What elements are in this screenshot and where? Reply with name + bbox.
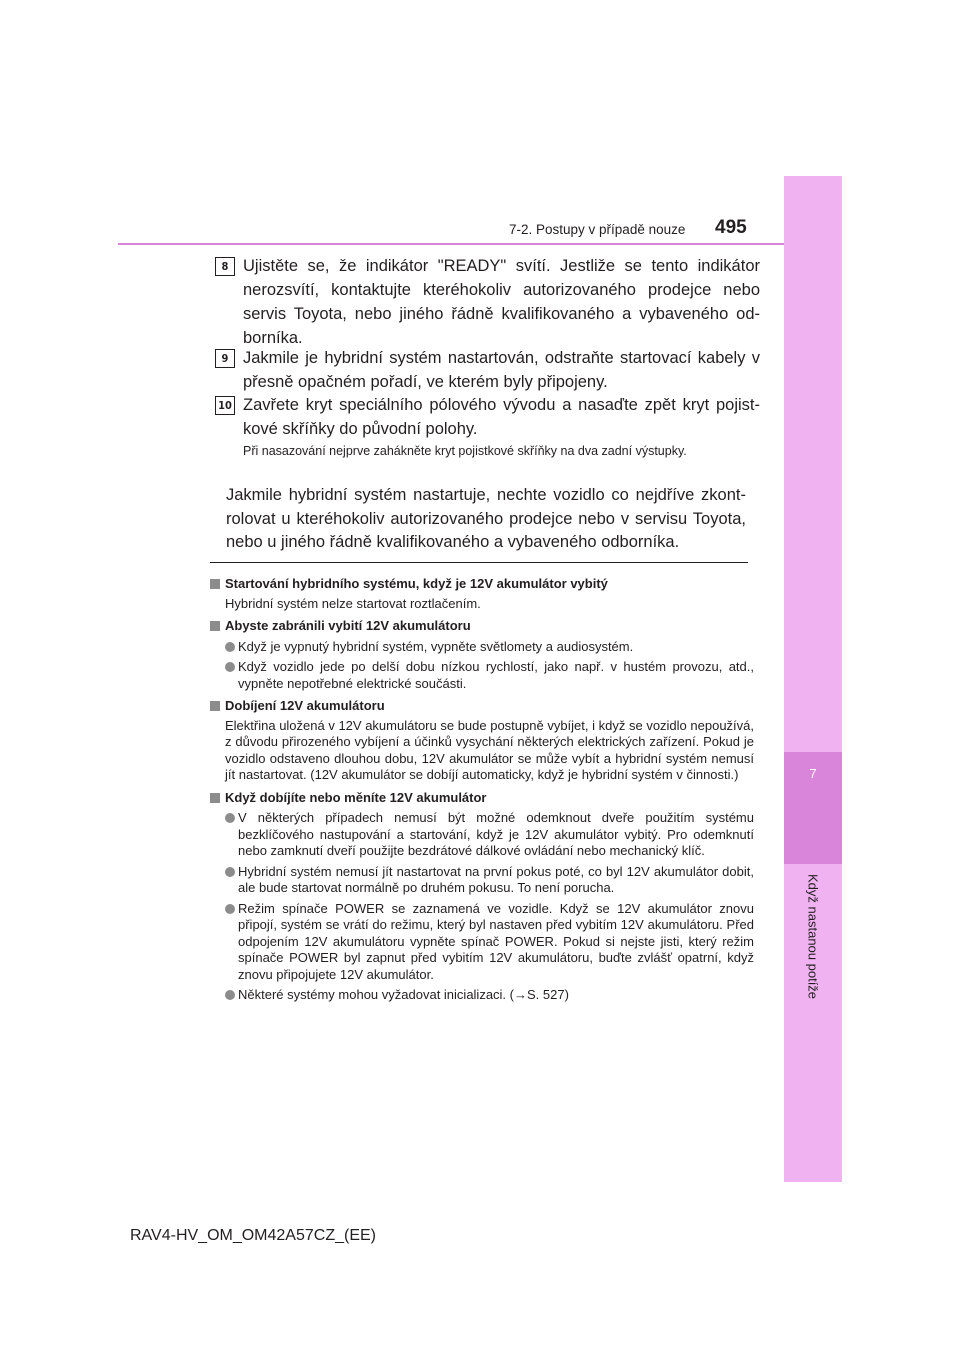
step-note: Při nasazování nejprve zahákněte kryt pojistkové skříňky na dva zadní výstupky. [243,444,687,458]
page-number: 495 [715,217,747,238]
section-heading: Dobíjení 12V akumulátoru [210,698,754,715]
section-title: 7-2. Postupy v případě nouze [509,222,686,237]
bullet-dot-icon [225,642,235,652]
section-heading: Abyste zabránili vybití 12V akumulátoru [210,618,754,635]
bullet-dot-icon [225,662,235,672]
step-number-badge: 9 [215,349,235,368]
step-8 [215,254,760,350]
bullet-dot-icon [225,904,235,914]
bullet-dot-icon [225,867,235,877]
chapter-side-tab [784,176,842,1182]
main-paragraph: Jakmile hybridní systém nastartuje, nechte vozidlo co nejdříve zkontrolovat u kteréhokoliv autorizovaného prodejce nebo v servisu Toyota, nebo u jiného řádně kvalifikovaného a vybaveného odborníka. [226,486,746,551]
section-text: Hybridní systém nelze startovat roztlačením. [225,595,481,611]
step-9 [215,346,760,394]
header-rule [118,243,784,245]
chapter-number: 7 [809,766,817,781]
step-text: Ujistěte se, že indikátor "READY" svítí. Jestliže se tento indikátor nerozsvítí, kontaktujte kteréhokoliv autorizovaného prodejce nebo servis Toyota, nebo jiného řádně kvalifikovaného a vybaveného odborníka. [243,257,760,347]
section-heading: Když dobíjíte nebo měníte 12V akumulátor [210,790,754,807]
bullet-item: Hybridní systém nemusí jít nastartovat na první pokus poté, co byl 12V akumulátor dobit, ale bude startovat normálně po druhém pokusu. To není porucha. [210,864,754,897]
step-number-badge: 8 [215,257,235,276]
section-heading: Startování hybridního systému, když je 12V akumulátor vybitý [210,576,754,593]
bullet-item: Když je vypnutý hybridní systém, vypněte světlomety a audiosystém. [210,639,754,656]
bullet-item: Režim spínače POWER se zaznamená ve vozidle. Když se 12V akumulátor znovu připojí, systém se vrátí do režimu, který byl nastaven před vybitím 12V akumulátoru. Před odpojením 12V akumulátoru vypněte spínač POWER. Pokud si nejste jisti, který režim spínače POWER byl zapnut před vybitím 12V akumulátoru, buďte zvlášť opatrní, když znovu připojujete 12V akumulátor. [210,901,754,984]
step-number-badge: 10 [215,396,235,415]
step-text: Jakmile je hybridní systém nastartován, odstraňte startovací kabely v přesně opačném pořadí, ve kterém byly připojeny. [243,349,760,391]
bullet-dot-icon [225,813,235,823]
section-text: Elektřina uložená v 12V akumulátoru se bude postupně vybíjet, i když se vozidlo nepoužívá, z důvodu přirozeného vybíjení a účinků vysychání některých elektrických zařízení. Pokud je vozidlo odstaveno dlouhou dobu, 12V akumulátor se může vybít a hybridní systém nemusí jít nastartovat. (12V akumulátor se dobíjí automaticky, když je hybridní systém v činnosti.) [225,717,754,782]
bullet-dot-icon [225,990,235,1000]
section-divider [210,562,748,563]
step-10 [215,393,760,441]
info-sections [210,570,754,1004]
bullet-item: Některé systémy mohou vyžadovat inicializaci. (→S. 527) [210,987,754,1004]
chapter-title: Když nastanou potíže [805,874,821,1000]
bullet-item: V některých případech nemusí být možné odemknout dveře použitím systému bezklíčového nastupování a startování, když je 12V akumulátor vybitý. Pro odemknutí nebo zamknutí dveří použijte bezdrátové dálkové ovládání nebo mechanický klíč. [210,810,754,860]
step-text: Zavřete kryt speciálního pólového vývodu a nasaďte zpět kryt pojistkové skříňky do původní polohy. [243,396,760,438]
bullet-item: Když vozidlo jede po delší dobu nízkou rychlostí, jako např. v hustém provozu, atd., vypněte nepotřebné elektrické součásti. [210,659,754,692]
document-code: RAV4-HV_OM_OM42A57CZ_(EE) [130,1227,376,1244]
